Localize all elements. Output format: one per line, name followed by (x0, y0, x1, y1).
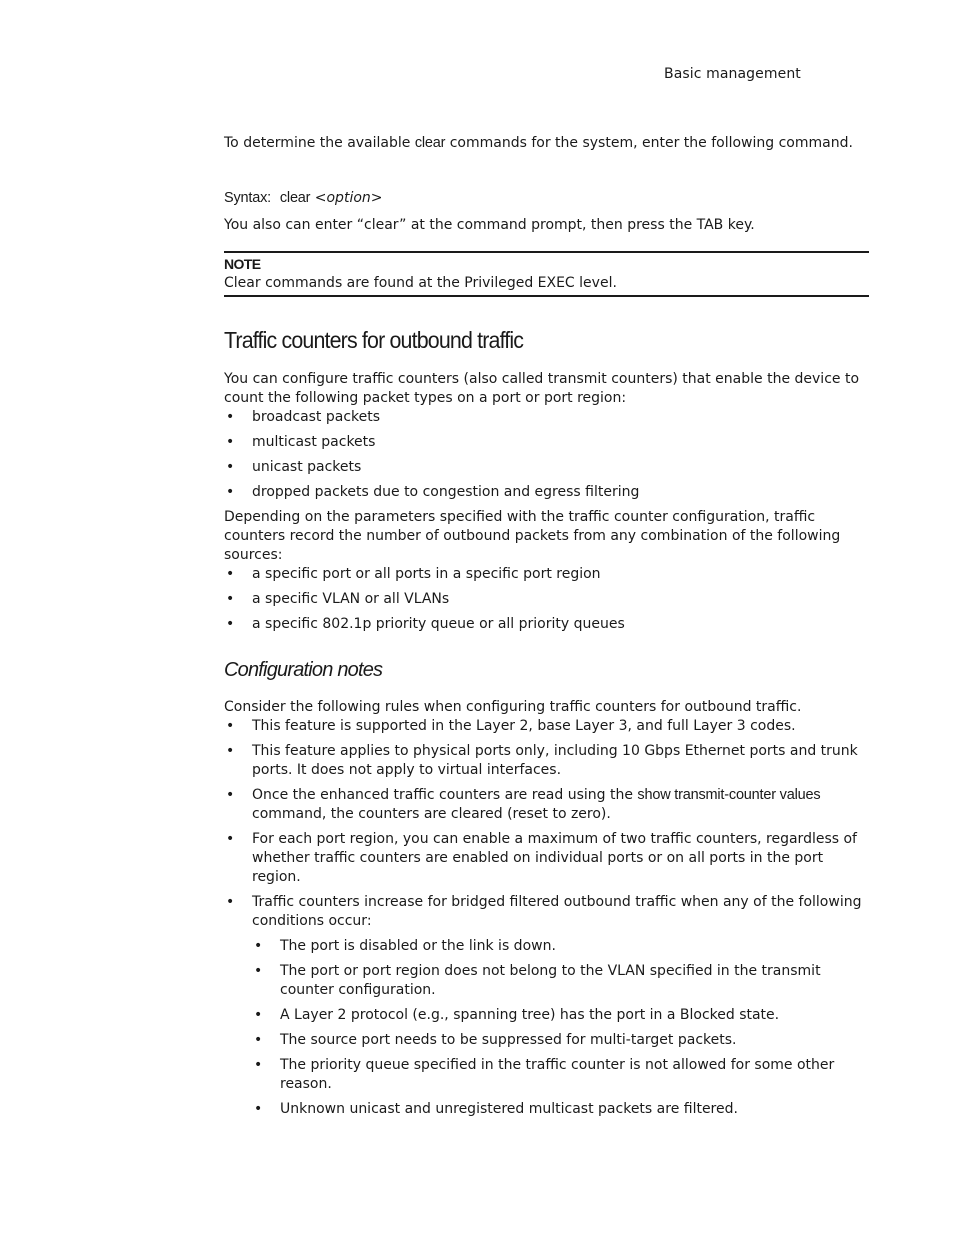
note-title: NOTE (224, 256, 261, 272)
syntax-label: Syntax: (224, 190, 271, 206)
syntax-argument: <option> (314, 190, 383, 206)
rule-text: Traffic counters increase for bridged filtered outbound traffic when any of the following conditions occur: (252, 894, 862, 929)
list-item: • The priority queue specified in the traffic counter is not allowed for some other reason. (252, 1056, 869, 1094)
list-item: • unicast packets (224, 458, 869, 477)
sources-list (224, 565, 869, 634)
syntax-keyword: clear (279, 190, 311, 206)
section-heading: Traffic counters for outbound traffic (224, 327, 524, 353)
list-item: • dropped packets due to congestion and egress filtering (224, 483, 869, 502)
rule-text-after: command, the counters are cleared (reset to zero). (252, 806, 611, 822)
rules-list (224, 717, 869, 1119)
clear-command: clear (414, 135, 446, 151)
intro-text-before: To determine the available (224, 135, 415, 151)
page-body (224, 134, 869, 1119)
list-item (224, 786, 869, 824)
intro-text-after: commands for the system, enter the following command. (445, 135, 853, 151)
intro-paragraph (224, 134, 869, 153)
subsection-heading: Configuration notes (224, 659, 383, 681)
conditions-list (252, 937, 869, 1119)
syntax-line (224, 189, 869, 208)
list-item: • a specific port or all ports in a specific port region (224, 565, 869, 584)
note-box (224, 251, 869, 297)
list-item (224, 893, 869, 1119)
note-text: Clear commands are found at the Privileged EXEC level. (224, 275, 617, 291)
list-item: • a specific VLAN or all VLANs (224, 590, 869, 609)
section-intro: You can configure traffic counters (also called transmit counters) that enable the device to count the following packet types on a port or port region: (224, 371, 860, 406)
list-item: • This feature is supported in the Layer 2, base Layer 3, and full Layer 3 codes. (224, 717, 869, 736)
list-item: • The port is disabled or the link is down. (252, 937, 869, 956)
list-item: • broadcast packets (224, 408, 869, 427)
depending-paragraph: Depending on the parameters specified with the traffic counter configuration, traffic counters record the number of outbound packets from any combination of the following sources: (224, 509, 841, 563)
list-item: • The source port needs to be suppressed for multi-target packets. (252, 1031, 869, 1050)
packet-types-list (224, 408, 869, 502)
list-item: • For each port region, you can enable a maximum of two traffic counters, regardless of whether traffic counters are enabled on individual ports or on all ports in the port region. (224, 830, 869, 887)
list-item: • Unknown unicast and unregistered multicast packets are filtered. (252, 1100, 869, 1119)
list-item: • multicast packets (224, 433, 869, 452)
tab-key-paragraph: You also can enter “clear” at the command prompt, then press the TAB key. (224, 217, 755, 233)
show-transmit-counter-command: show transmit-counter values (637, 787, 821, 803)
list-item: • The port or port region does not belong to the VLAN specified in the transmit counter configuration. (252, 962, 869, 1000)
rule-text-before: Once the enhanced traffic counters are read using the (252, 787, 638, 803)
list-item: • A Layer 2 protocol (e.g., spanning tree) has the port in a Blocked state. (252, 1006, 869, 1025)
list-item: • This feature applies to physical ports only, including 10 Gbps Ethernet ports and trunk ports. It does not apply to virtual interfaces. (224, 742, 869, 780)
running-header: Basic management (664, 66, 801, 82)
list-item: • a specific 802.1p priority queue or all priority queues (224, 615, 869, 634)
config-notes-intro: Consider the following rules when configuring traffic counters for outbound traffic. (224, 699, 802, 715)
